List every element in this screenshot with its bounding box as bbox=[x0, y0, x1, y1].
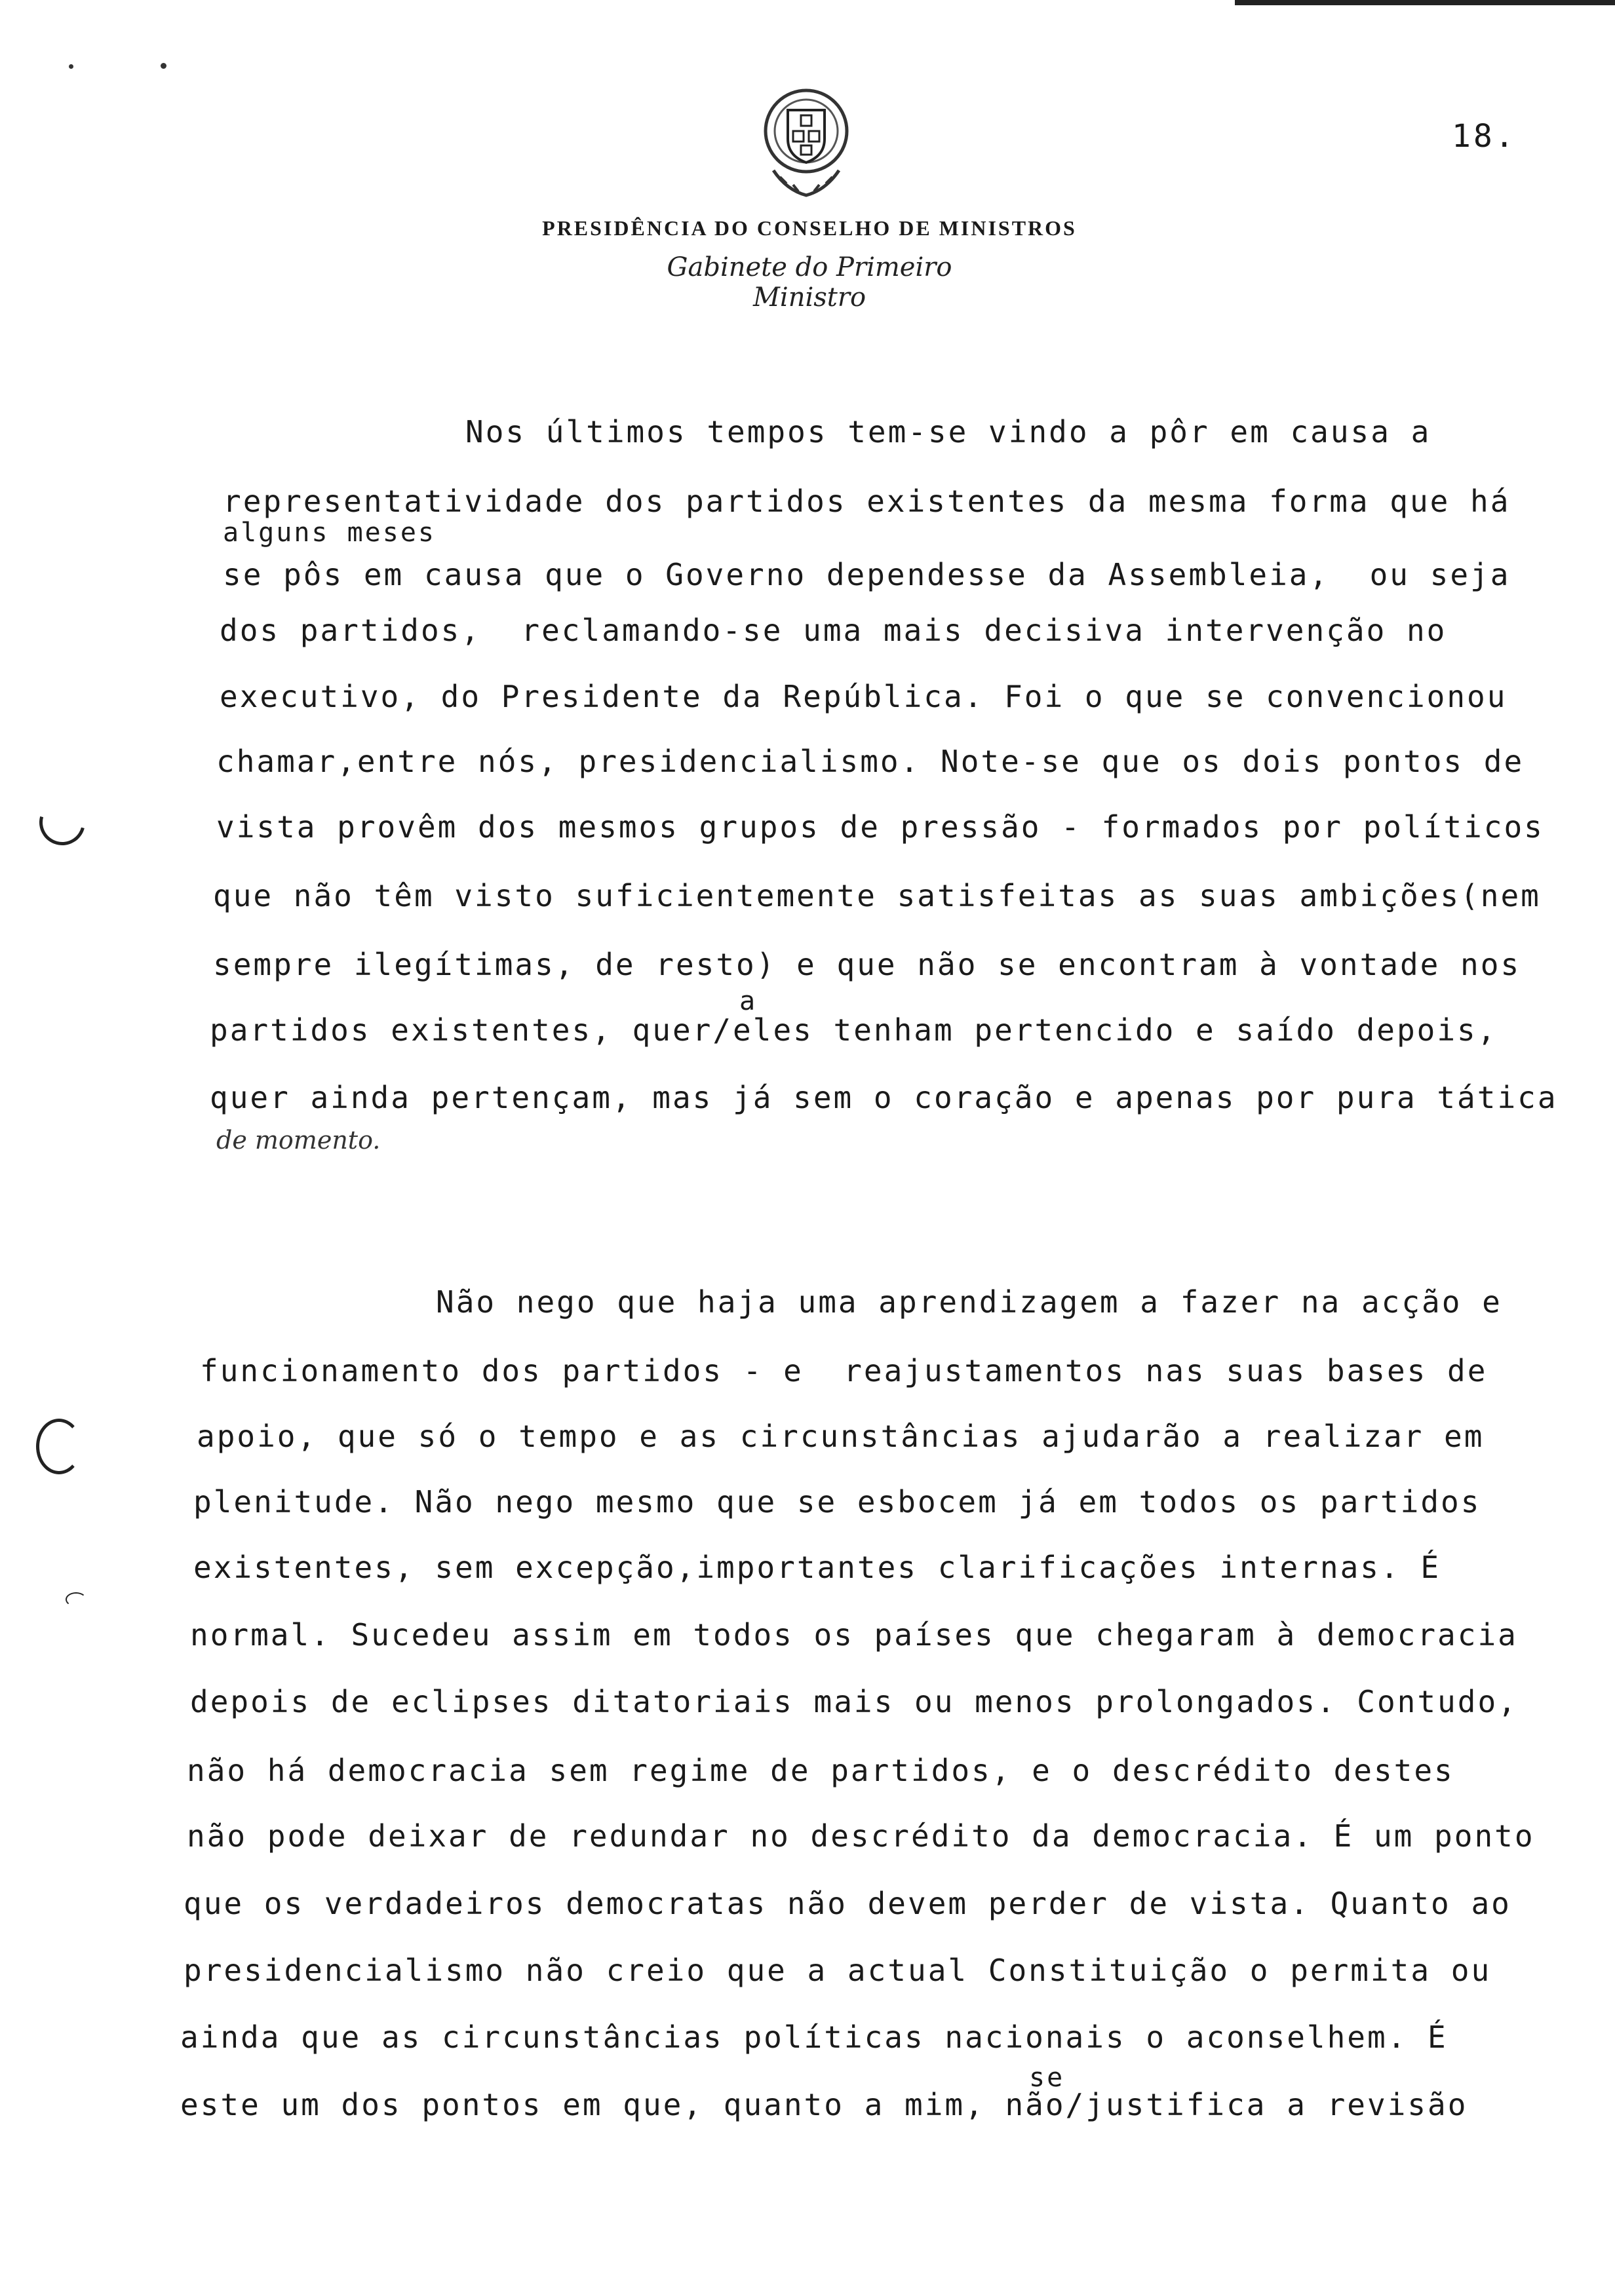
organization-name: PRESIDÊNCIA DO CONSELHO DE MINISTROS bbox=[542, 216, 1077, 240]
text-line: se pôs em causa que o Governo dependesse da Assembleia, ou seja bbox=[223, 557, 1511, 592]
text-line: presidencialismo não creio que a actual Constituição o permita ou bbox=[184, 1953, 1492, 1988]
scan-speck bbox=[69, 64, 73, 69]
text-line: não há democracia sem regime de partidos, e o descrédito destes bbox=[187, 1753, 1454, 1788]
scan-speck bbox=[161, 63, 166, 69]
page-edge bbox=[1235, 0, 1615, 5]
text-line: este um dos pontos em que, quanto a mim, não/justifica a revisão bbox=[180, 2087, 1468, 2122]
text-line: partidos existentes, quer/eles tenham pertencido e saído depois, bbox=[210, 1012, 1498, 1048]
text-line: existentes, sem excepção,importantes clarificações internas. É bbox=[193, 1550, 1441, 1585]
text-line: alguns meses bbox=[223, 518, 436, 548]
page-number: 18. bbox=[1452, 118, 1517, 155]
text-line: depois de eclipses ditatoriais mais ou menos prolongados. Contudo, bbox=[190, 1684, 1518, 1719]
handwritten-note: de momento. bbox=[216, 1126, 381, 1155]
text-line: Não nego que haja uma aprendizagem a fazer na acção e bbox=[436, 1284, 1502, 1320]
text-line: dos partidos, reclamando-se uma mais decisiva intervenção no bbox=[220, 613, 1447, 648]
text-line: vista provêm dos mesmos grupos de pressão - formados por políticos bbox=[216, 809, 1544, 845]
text-line: que os verdadeiros democratas não devem perder de vista. Quanto ao bbox=[184, 1886, 1511, 1921]
text-line: Nos últimos tempos tem-se vindo a pôr em causa a bbox=[465, 414, 1431, 450]
text-line: não pode deixar de redundar no descrédito da democracia. É um ponto bbox=[187, 1818, 1535, 1854]
margin-mark bbox=[36, 1419, 82, 1474]
text-line: que não têm visto suficientemente satisfeitas as suas ambições(nem bbox=[213, 878, 1541, 913]
text-line: representatividade dos partidos existentes da mesma forma que há bbox=[223, 484, 1511, 519]
text-line: ainda que as circunstâncias políticas nacionais o aconselhem. É bbox=[180, 2019, 1448, 2055]
text-line: chamar,entre nós, presidencialismo. Note-se que os dois pontos de bbox=[216, 744, 1525, 779]
text-line: plenitude. Não nego mesmo que se esbocem já em todos os partidos bbox=[193, 1484, 1481, 1520]
margin-mark bbox=[66, 1592, 87, 1607]
inserted-letter: a bbox=[739, 986, 758, 1016]
office-name: Gabinete do Primeiro Ministro bbox=[667, 252, 952, 313]
text-line: quer ainda pertençam, mas já sem o coração e apenas por pura tática bbox=[210, 1080, 1558, 1115]
text-line: apoio, que só o tempo e as circunstâncias ajudarão a realizar em bbox=[197, 1419, 1485, 1454]
coat-of-arms-emblem bbox=[747, 79, 865, 210]
margin-mark bbox=[31, 791, 94, 854]
inserted-word: se bbox=[1029, 2063, 1065, 2093]
text-line: executivo, do Presidente da República. Foi o que se convencionou bbox=[220, 679, 1508, 714]
text-line: sempre ilegítimas, de resto) e que não se encontram à vontade nos bbox=[213, 947, 1521, 982]
text-line: funcionamento dos partidos - e reajustamentos nas suas bases de bbox=[200, 1353, 1488, 1388]
text-line: normal. Sucedeu assim em todos os países que chegaram à democracia bbox=[190, 1617, 1518, 1653]
